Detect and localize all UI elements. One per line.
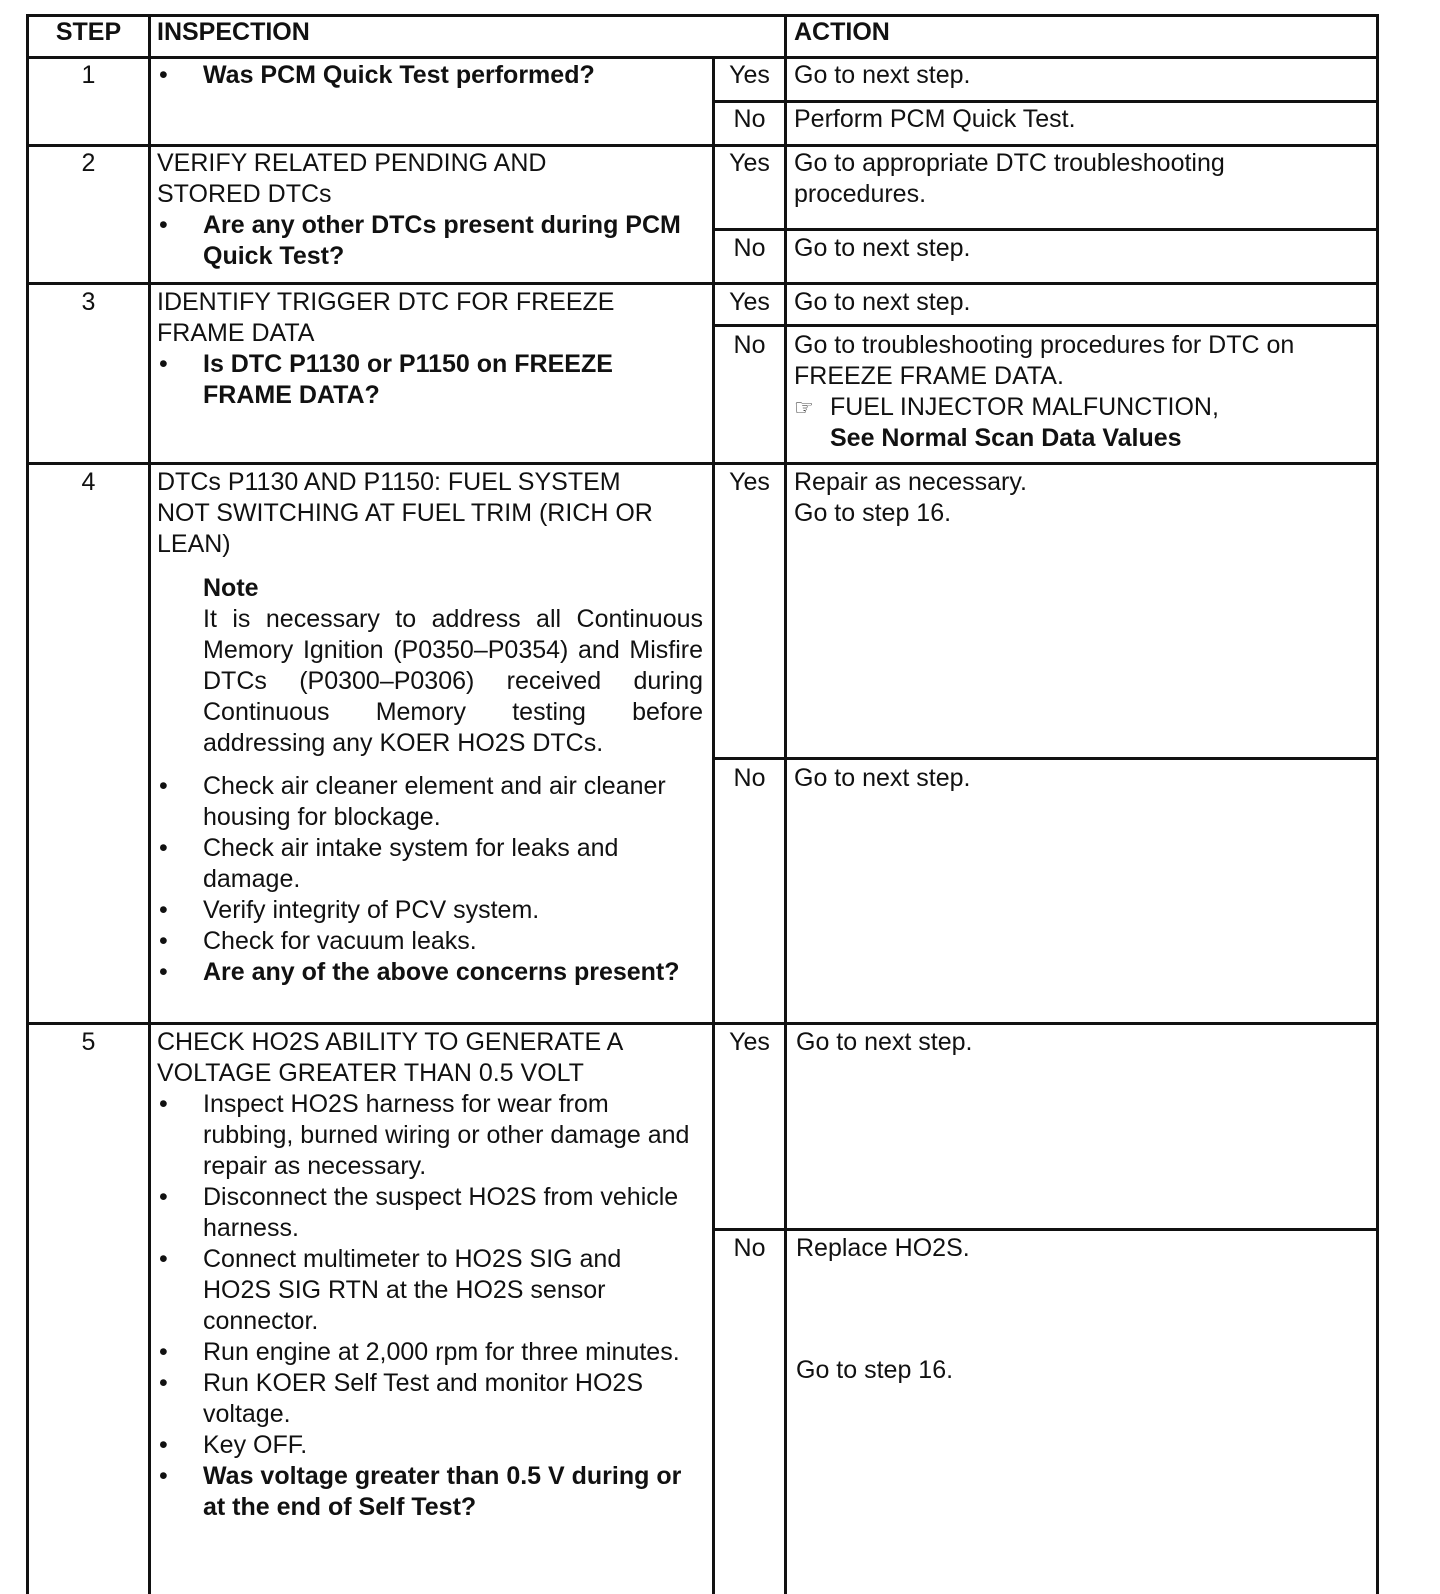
no-action: Replace HO2S. bbox=[796, 1234, 970, 1262]
reference-text: FUEL INJECTOR MALFUNCTION, bbox=[830, 393, 1219, 421]
pointing-hand-icon: ☞ bbox=[794, 395, 814, 420]
bullet-item: • Is DTC P1130 or P1150 on FREEZE FRAME DATA? bbox=[155, 349, 675, 411]
yes-action: Go to next step. bbox=[794, 61, 971, 89]
step-number: 3 bbox=[81, 288, 96, 316]
bullet-item: • Inspect HO2S harness for wear from rubbing, burned wiring or other damage and repair as necessary. bbox=[155, 1089, 690, 1182]
bullet-item: • Was voltage greater than 0.5 V during or at the end of Self Test? bbox=[155, 1461, 690, 1523]
header-step: STEP bbox=[55, 18, 122, 46]
step-number: 4 bbox=[81, 468, 96, 496]
no-label: No bbox=[733, 764, 766, 792]
no-action: Go to next step. bbox=[794, 234, 971, 262]
yes-action: Go to next step. bbox=[796, 1028, 973, 1056]
inspection-bullets bbox=[155, 60, 705, 91]
yes-action: Go to next step. bbox=[794, 288, 971, 316]
reference-link[interactable]: See Normal Scan Data Values bbox=[830, 424, 1182, 452]
no-label: No bbox=[733, 105, 766, 133]
header-action: ACTION bbox=[794, 18, 890, 46]
bullet-item: • Check air cleaner element and air cleaner housing for blockage. bbox=[155, 771, 705, 833]
no-action: Go to next step. bbox=[794, 764, 971, 792]
inspection-bullets bbox=[155, 210, 705, 272]
no-label: No bbox=[733, 331, 766, 359]
yes-action: Go to appropriate DTC troubleshooting procedures. bbox=[794, 149, 1225, 208]
step-title: VERIFY RELATED PENDING AND STORED DTCs bbox=[157, 149, 547, 208]
yes-label: Yes bbox=[729, 61, 770, 89]
inspection-bullets bbox=[155, 349, 675, 411]
cross-reference bbox=[794, 392, 1369, 454]
note-body: It is necessary to address all Continuous Memory Ignition (P0350–P0354) and Misfire DTCs (P0300–P0306) received during Continuous Memory testing before addressing any KOER HO2S DTCs. bbox=[203, 605, 703, 757]
bullet-item: • Are any of the above concerns present? bbox=[155, 957, 705, 988]
bullet-item: • Key OFF. bbox=[155, 1430, 690, 1461]
note-block bbox=[203, 573, 703, 759]
no-action-next: Go to step 16. bbox=[796, 1356, 954, 1384]
no-label: No bbox=[733, 234, 766, 262]
no-action: Go to troubleshooting procedures for DTC on FREEZE FRAME DATA. bbox=[794, 331, 1295, 390]
no-label: No bbox=[733, 1234, 766, 1262]
bullet-item: • Run engine at 2,000 rpm for three minutes. bbox=[155, 1337, 690, 1368]
yes-action-next: Go to step 16. bbox=[794, 499, 952, 527]
bullet-item: • Run KOER Self Test and monitor HO2S voltage. bbox=[155, 1368, 690, 1430]
bullet-item: • Verify integrity of PCV system. bbox=[155, 895, 705, 926]
bullet-item: • Check air intake system for leaks and damage. bbox=[155, 833, 705, 895]
yes-label: Yes bbox=[729, 1028, 770, 1056]
bullet-item: • Connect multimeter to HO2S SIG and HO2S SIG RTN at the HO2S sensor connector. bbox=[155, 1244, 690, 1337]
bullet-item: • Are any other DTCs present during PCM Quick Test? bbox=[155, 210, 705, 272]
bullet-item: • Disconnect the suspect HO2S from vehicle harness. bbox=[155, 1182, 690, 1244]
step-number: 1 bbox=[81, 61, 96, 89]
yes-label: Yes bbox=[729, 149, 770, 177]
step-title: DTCs P1130 AND P1150: FUEL SYSTEM NOT SWITCHING AT FUEL TRIM (RICH OR LEAN) bbox=[157, 468, 653, 558]
inspection-bullets bbox=[155, 771, 705, 988]
yes-label: Yes bbox=[729, 468, 770, 496]
bullet-item: • Check for vacuum leaks. bbox=[155, 926, 705, 957]
no-action: Perform PCM Quick Test. bbox=[794, 105, 1076, 133]
yes-label: Yes bbox=[729, 288, 770, 316]
inspection-bullets bbox=[155, 1089, 690, 1523]
note-title: Note bbox=[203, 574, 259, 602]
step-number: 5 bbox=[81, 1028, 96, 1056]
step-title: CHECK HO2S ABILITY TO GENERATE A VOLTAGE GREATER THAN 0.5 VOLT bbox=[157, 1028, 622, 1087]
header-inspection: INSPECTION bbox=[157, 18, 310, 46]
bullet-item: • Was PCM Quick Test performed? bbox=[155, 60, 705, 91]
step-number: 2 bbox=[81, 149, 96, 177]
yes-action: Repair as necessary. bbox=[794, 468, 1027, 496]
step-title: IDENTIFY TRIGGER DTC FOR FREEZE FRAME DATA bbox=[157, 288, 615, 347]
